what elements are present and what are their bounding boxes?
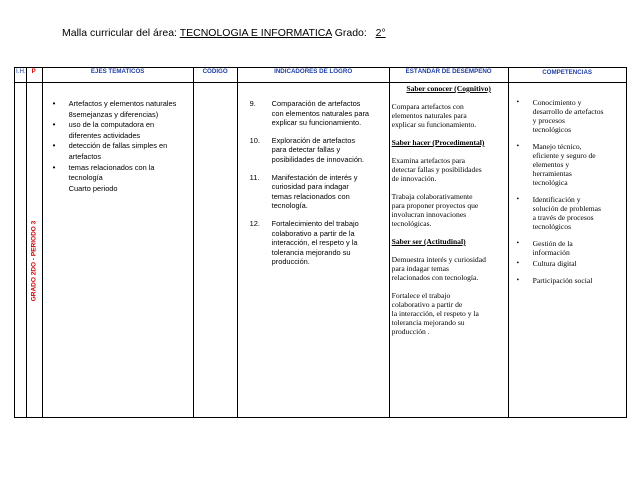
competencia-item: • Participación social — [516, 276, 593, 285]
estandar-text: Compara artefactos con elementos naturales para explicar su funcionamiento. — [391, 102, 477, 129]
bullet-icon: • — [52, 162, 56, 172]
competencia-item: • Cultura digital — [516, 259, 577, 268]
competencia-item: • Conocimiento y desarrollo de artefactos y procesos tecnológicos — [516, 98, 604, 134]
estandar-text: Trabaja colaborativamente para proponer proyectos que involucran innovaciones tecnológicas. — [391, 192, 479, 228]
bullet-icon: • — [52, 141, 56, 151]
header-indicadores: INDICADORES DE LOGRO — [237, 68, 389, 83]
bullet-icon: • — [516, 276, 520, 284]
competencias-cell — [508, 83, 626, 418]
curriculum-table — [14, 67, 627, 418]
bullet-icon: • — [516, 98, 520, 106]
bullet-icon: • — [516, 142, 520, 150]
header-codigo: CODIGO — [193, 68, 237, 83]
page-title — [62, 27, 386, 39]
title-grado-label: Grado: — [331, 27, 367, 39]
estandar-cell — [389, 83, 508, 418]
estandar-text: Examina artefactos para detectar fallas y posibilidades de innovación. — [391, 156, 482, 183]
indicador-item: 12. Fortalecimiento del trabajo colaborativo a partir de la interacción, el respeto y la tolerancia mejorando su producción. — [249, 218, 359, 267]
indicadores-cell — [237, 83, 389, 418]
estandar-text: Demuestra interés y curiosidad para indagar temas relacionados con tecnología. — [391, 255, 486, 282]
title-prefix: Malla curricular del área: — [62, 27, 180, 39]
header-ejes: EJES TEMATICOS — [42, 68, 193, 83]
grade-cell — [26, 83, 42, 418]
header-competencias: COMPETENCIAS — [508, 68, 626, 83]
codigo-cell — [193, 83, 237, 418]
competencia-item: • Identificación y solución de problemas a través de procesos tecnológicos — [516, 195, 601, 231]
competencia-item: • Gestión de la información — [516, 239, 573, 257]
header-ih: I.H. — [15, 68, 27, 83]
eje-item: • uso de la computadora en diferentes actividades — [52, 120, 155, 140]
bullet-icon: • — [516, 195, 520, 203]
header-row — [15, 68, 627, 83]
bullet-icon: • — [516, 239, 520, 247]
ih-cell — [15, 83, 27, 418]
title-area: TECNOLOGIA E INFORMATICA — [179, 27, 332, 39]
content-row — [15, 83, 627, 418]
estandar-text: Fortalece el trabajo colaborativo a partir de la interacción, el respeto y la tolerancia mejorando su producción . — [391, 291, 479, 336]
eje-item: • detección de fallas simples en artefactos — [52, 141, 168, 161]
competencia-item: • Manejo técnico, eficiente y seguro de elementos y herramientas tecnológica — [516, 142, 596, 187]
indicador-item: 10. Exploración de artefactos para detectar fallas y posibilidades de innovación. — [249, 135, 365, 164]
eje-item: • Artefactos y elementos naturales 8semejanzas y diferencias) — [52, 99, 177, 119]
ejes-cell — [42, 83, 193, 418]
bullet-icon: • — [52, 120, 56, 130]
title-grado-value: 2° — [375, 27, 386, 39]
header-p: P — [26, 68, 42, 83]
saber-hacer-heading: Saber hacer (Procedimental) — [391, 138, 485, 147]
saber-conocer-heading: Saber conocer (Cognitivo) — [406, 84, 491, 93]
indicador-item: 11. Manifestación de interés y curiosidad para indagar temas relacionados con tecnología. — [249, 172, 358, 211]
eje-period-note: Cuarto periodo — [68, 183, 118, 193]
bullet-icon: • — [516, 259, 520, 267]
indicador-item: 9. Comparación de artefactos con elementos naturales para explicar su funcionamiento. — [249, 99, 370, 128]
saber-ser-heading: Saber ser (Actitudinal) — [391, 237, 466, 246]
bullet-icon: • — [52, 99, 56, 108]
header-estandar: ESTÁNDAR DE DESEMPEÑO — [389, 68, 508, 83]
grade-period-label: GRADO 2DO - PERIODO 3 — [30, 220, 38, 302]
eje-item: • temas relacionados con la tecnología Cuarto periodo — [52, 162, 155, 193]
